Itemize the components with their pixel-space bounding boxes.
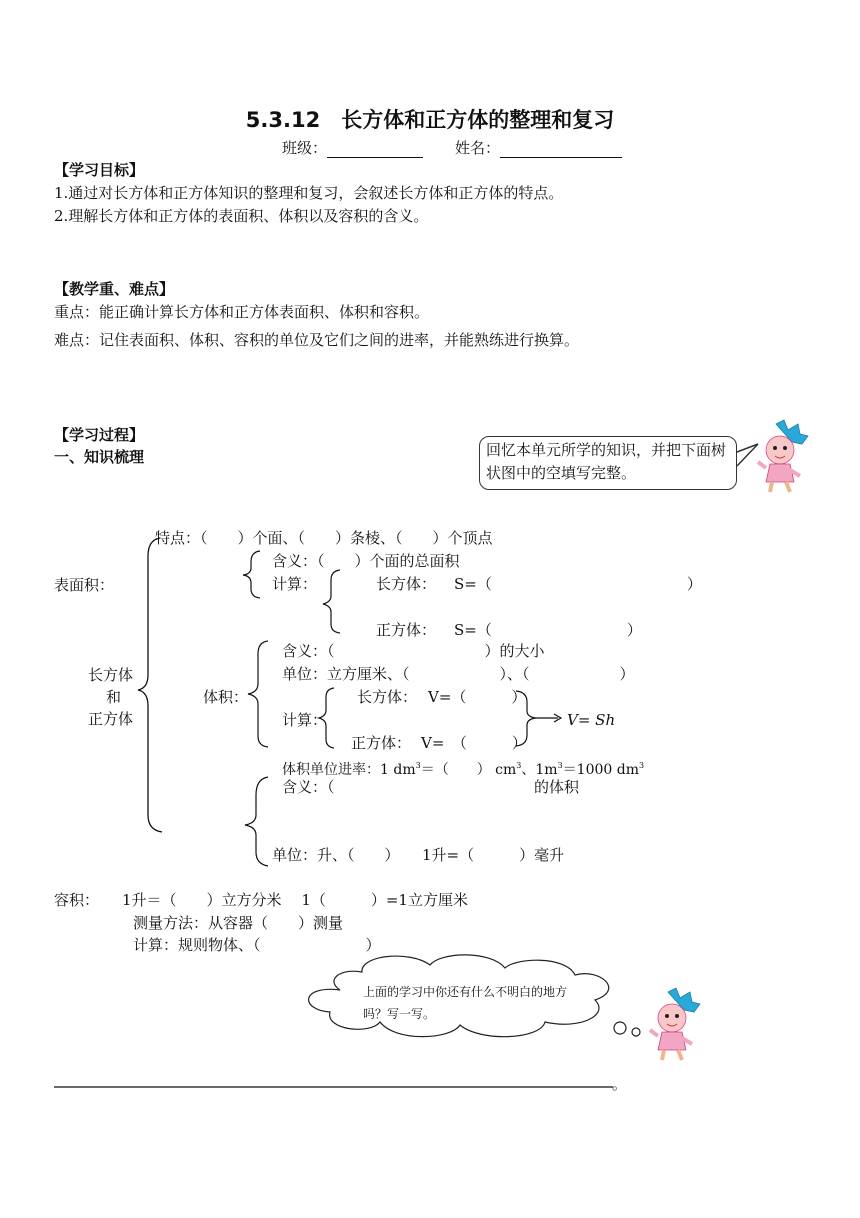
- root-label-3: 正方体: [88, 710, 134, 728]
- surface-cuboid-formula: S=（ ）: [454, 575, 702, 593]
- capacity-meaning-a: 含义：（: [282, 778, 335, 796]
- root-label-1: 长方体: [88, 666, 134, 684]
- mascot-girl-icon-2: [650, 988, 700, 1060]
- capacity-units: 单位：升、（ ） 1升=（ ）毫升: [272, 846, 565, 864]
- volume-cube-label: 正方体：: [351, 734, 412, 752]
- cloud-text: 上面的学习中你还有什么不明白的地方吗？写一写。: [363, 985, 568, 1021]
- volume-rate-part-d: ＝1000 dm: [562, 762, 639, 778]
- root-label-2: 和: [106, 688, 122, 706]
- capacity-rate: 1升＝（ ）立方分米 1（ ）=1立方厘米: [122, 891, 468, 909]
- volume-cuboid-formula: V=（ ）: [428, 688, 527, 706]
- speech-bubble-pointer: [737, 444, 758, 466]
- surface-meaning: 含义：（ ）个面的总面积: [272, 552, 460, 570]
- volume-meaning: 含义：（ ）的大小: [282, 642, 545, 660]
- name-label: 姓名：: [455, 139, 501, 157]
- capacity-calc: 计算：规则物体、（ ）: [133, 936, 381, 954]
- capacity-brace: [245, 777, 268, 866]
- focus-text: 重点：能正确计算长方体和正方体表面积、体积和容积。: [54, 303, 430, 321]
- speech-bubble-text: 回忆本单元所学的知识，并把下面树状图中的空填写完整。: [486, 441, 727, 482]
- difficulty-text: 难点：记住表面积、体积、容积的单位及它们之间的进率，并能熟练进行换算。: [54, 331, 580, 349]
- surface-cube-formula: S=（ ）: [454, 621, 642, 639]
- capacity-measure: 测量方法：从容器（ ）测量: [133, 914, 344, 932]
- goal-item-1: 1.通过对长方体和正方体知识的整理和复习，会叙述长方体和正方体的特点。: [54, 184, 564, 202]
- volume-rate-part-c: 、1m: [521, 762, 558, 778]
- volume-brace: [248, 641, 268, 747]
- surface-cuboid-label: 长方体：: [376, 575, 437, 593]
- surface-label: 表面积：: [54, 576, 115, 594]
- section-1-heading: 一、知识梳理: [54, 448, 145, 466]
- superscript: 3: [638, 761, 645, 770]
- main-brace: [138, 538, 162, 832]
- surface-calc-label: 计算：: [272, 575, 318, 593]
- capacity-label: 容积：: [54, 891, 100, 909]
- volume-unit-rate: [282, 757, 644, 779]
- volume-calc-label: 计算：: [282, 711, 328, 729]
- volume-cuboid-label: 长方体：: [357, 688, 418, 706]
- volume-units: 单位：立方厘米、（ ）、（ ）: [282, 665, 635, 683]
- process-heading: 【学习过程】: [54, 426, 145, 444]
- capacity-meaning-b: 的体积: [534, 778, 580, 796]
- volume-label: 体积：: [203, 688, 249, 706]
- key-points-heading: 【教学重、难点】: [54, 280, 175, 298]
- surface-cube-label: 正方体：: [376, 621, 437, 639]
- superscript: 3: [516, 761, 522, 770]
- superscript: 3: [415, 761, 421, 770]
- class-label: 班级：: [282, 139, 328, 157]
- surface-calc-brace: [323, 570, 340, 633]
- features-text: 特点：（ ）个面、（ ）条棱、（ ）个顶点: [155, 529, 493, 547]
- volume-rate-part-b: ＝（ ） cm: [420, 762, 517, 778]
- volume-rate-part-a: 体积单位进率：1 dm: [282, 762, 416, 778]
- end-mark: 。: [612, 1075, 628, 1093]
- goals-heading: 【学习目标】: [54, 161, 145, 179]
- mascot-girl-icon-1: [758, 420, 808, 492]
- goal-item-2: 2.理解长方体和正方体的表面积、体积以及容积的含义。: [54, 207, 429, 225]
- volume-general-formula: V= Sh: [567, 711, 616, 729]
- page-title: 5.3.12 长方体和正方体的整理和复习: [245, 108, 615, 132]
- surface-brace: [243, 551, 260, 598]
- volume-cube-formula: V= （ ）: [421, 734, 527, 752]
- superscript: 3: [557, 761, 563, 770]
